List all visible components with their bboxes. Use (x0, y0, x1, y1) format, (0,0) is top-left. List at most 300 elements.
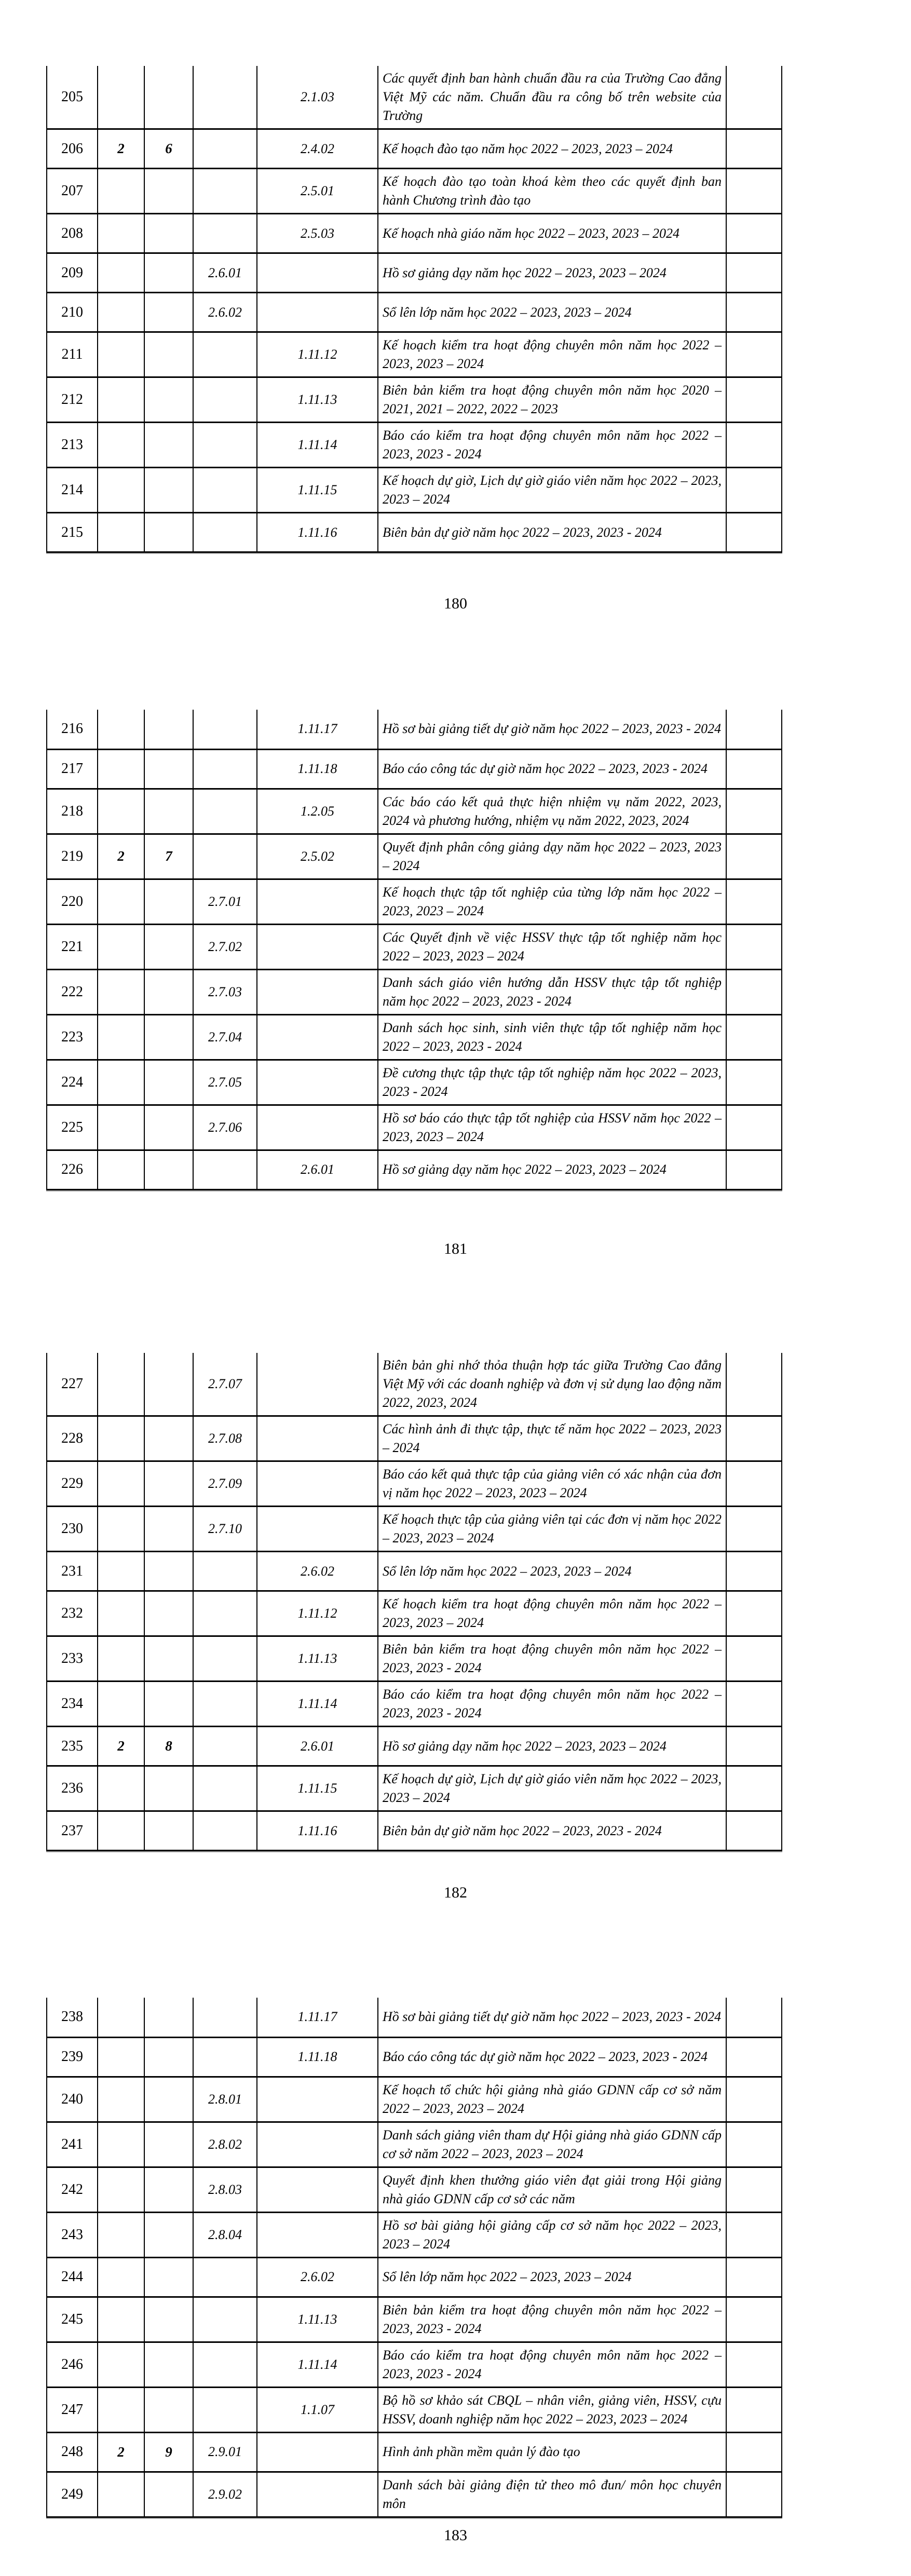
subcategory-number-cell: 6 (144, 129, 193, 169)
notes-cell (726, 879, 782, 924)
reference-code-cell (257, 2167, 378, 2212)
category-number-cell (98, 2297, 144, 2342)
reference-code-cell: 1.11.14 (257, 1682, 378, 1727)
subcategory-number-cell: 9 (144, 2432, 193, 2472)
subcategory-number-cell (144, 749, 193, 789)
record-description-cell: Quyết định khen thưởng giáo viên đạt giải trong Hội giảng nhà giáo GDNN cấp cơ sở các năm (378, 2167, 726, 2212)
reference-code-cell: 1.11.13 (257, 1636, 378, 1682)
record-description-cell: Báo cáo kiểm tra hoạt động chuyên môn năm học 2022 – 2023, 2023 - 2024 (378, 2342, 726, 2387)
notes-cell (726, 513, 782, 552)
record-description-cell: Danh sách giáo viên hướng dẫn HSSV thực tập tốt nghiệp năm học 2022 – 2023, 2023 - 2024 (378, 969, 726, 1014)
record-code-cell (193, 2257, 257, 2297)
subcategory-number-cell (144, 2077, 193, 2122)
table-row (47, 129, 782, 169)
category-number-cell (98, 2212, 144, 2257)
record-code-cell: 2.7.08 (193, 1416, 257, 1461)
row-number-cell: 239 (47, 2037, 98, 2077)
record-code-cell: 2.7.09 (193, 1461, 257, 1507)
category-number-cell (98, 2077, 144, 2122)
subcategory-number-cell (144, 66, 193, 129)
row-number-cell: 223 (47, 1014, 98, 1060)
record-description-cell: Biên bản ghi nhớ thỏa thuận hợp tác giữa Trường Cao đẳng Việt Mỹ với các doanh nghiệp và đơn vị sử dụng lao động năm 2022, 2023, 2024 (378, 1353, 726, 1416)
record-description-cell: Các quyết định ban hành chuẩn đầu ra của Trường Cao đẳng Việt Mỹ các năm. Chuẩn đầu ra công bố trên website của Trường (378, 66, 726, 129)
category-number-cell (98, 1461, 144, 1507)
notes-cell (726, 789, 782, 834)
category-number-cell (98, 1552, 144, 1591)
reference-code-cell: 2.6.01 (257, 1150, 378, 1189)
notes-cell (726, 2257, 782, 2297)
notes-cell (726, 2167, 782, 2212)
table-row (47, 1105, 782, 1150)
reference-code-cell (257, 2122, 378, 2167)
notes-cell (726, 1150, 782, 1189)
reference-code-cell: 1.11.13 (257, 377, 378, 423)
archive-records-table (46, 1353, 782, 1851)
notes-cell (726, 2037, 782, 2077)
notes-cell (726, 1552, 782, 1591)
record-description-cell: Hồ sơ bài giảng hội giảng cấp cơ sở năm học 2022 – 2023, 2023 – 2024 (378, 2212, 726, 2257)
table-row (47, 1766, 782, 1811)
reference-code-cell: 2.6.02 (257, 1552, 378, 1591)
notes-cell (726, 1591, 782, 1636)
reference-code-cell (257, 879, 378, 924)
record-code-cell: 2.6.01 (193, 253, 257, 293)
notes-cell (726, 1416, 782, 1461)
reference-code-cell: 1.11.15 (257, 1766, 378, 1811)
subcategory-number-cell (144, 879, 193, 924)
row-number-cell: 234 (47, 1682, 98, 1727)
record-code-cell (193, 2342, 257, 2387)
category-number-cell (98, 253, 144, 293)
row-number-cell: 240 (47, 2077, 98, 2122)
category-number-cell: 2 (98, 1727, 144, 1766)
table-row (47, 169, 782, 214)
record-code-cell (193, 1766, 257, 1811)
record-description-cell: Danh sách học sinh, sinh viên thực tập tốt nghiệp năm học 2022 – 2023, 2023 - 2024 (378, 1014, 726, 1060)
subcategory-number-cell (144, 2037, 193, 2077)
row-number-cell: 226 (47, 1150, 98, 1189)
subcategory-number-cell (144, 2342, 193, 2387)
category-number-cell (98, 513, 144, 552)
reference-code-cell (257, 1105, 378, 1150)
row-number-cell: 208 (47, 214, 98, 253)
table-row (47, 1552, 782, 1591)
category-number-cell: 2 (98, 834, 144, 879)
row-number-cell: 214 (47, 468, 98, 513)
notes-cell (726, 129, 782, 169)
category-number-cell (98, 293, 144, 332)
row-number-cell: 245 (47, 2297, 98, 2342)
table-row (47, 1416, 782, 1461)
table-row (47, 969, 782, 1014)
archive-records-table (46, 710, 782, 1190)
notes-cell (726, 1682, 782, 1727)
row-number-cell: 213 (47, 423, 98, 468)
reference-code-cell: 1.11.14 (257, 2342, 378, 2387)
subcategory-number-cell (144, 1766, 193, 1811)
record-code-cell (193, 1727, 257, 1766)
category-number-cell (98, 2472, 144, 2517)
reference-code-cell: 1.11.18 (257, 749, 378, 789)
record-description-cell: Các hình ảnh đi thực tập, thực tế năm học 2022 – 2023, 2023 – 2024 (378, 1416, 726, 1461)
row-number-cell: 247 (47, 2387, 98, 2432)
subcategory-number-cell (144, 2257, 193, 2297)
table-row (47, 2037, 782, 2077)
record-code-cell (193, 1682, 257, 1727)
notes-cell (726, 293, 782, 332)
reference-code-cell: 1.11.17 (257, 710, 378, 749)
table-row (47, 924, 782, 969)
table-row (47, 377, 782, 423)
reference-code-cell: 1.11.16 (257, 513, 378, 552)
row-number-cell: 207 (47, 169, 98, 214)
reference-code-cell: 2.5.01 (257, 169, 378, 214)
row-number-cell: 241 (47, 2122, 98, 2167)
record-code-cell: 2.8.01 (193, 2077, 257, 2122)
reference-code-cell (257, 969, 378, 1014)
notes-cell (726, 169, 782, 214)
subcategory-number-cell: 7 (144, 834, 193, 879)
category-number-cell (98, 1105, 144, 1150)
table-row (47, 2122, 782, 2167)
table-row (47, 293, 782, 332)
record-description-cell: Kế hoạch kiểm tra hoạt động chuyên môn năm học 2022 – 2023, 2023 – 2024 (378, 1591, 726, 1636)
table-row (47, 1636, 782, 1682)
subcategory-number-cell (144, 2212, 193, 2257)
record-description-cell: Sổ lên lớp năm học 2022 – 2023, 2023 – 2024 (378, 293, 726, 332)
reference-code-cell (257, 2077, 378, 2122)
subcategory-number-cell (144, 1416, 193, 1461)
reference-code-cell (257, 1353, 378, 1416)
row-number-cell: 224 (47, 1060, 98, 1105)
reference-code-cell (257, 293, 378, 332)
notes-cell (726, 1060, 782, 1105)
category-number-cell (98, 66, 144, 129)
category-number-cell (98, 749, 144, 789)
record-description-cell: Danh sách giảng viên tham dự Hội giảng nhà giáo GDNN cấp cơ sở năm 2022 – 2023, 2023 – 2024 (378, 2122, 726, 2167)
table-row (47, 2077, 782, 2122)
record-description-cell: Hồ sơ giảng dạy năm học 2022 – 2023, 2023 – 2024 (378, 253, 726, 293)
record-code-cell (193, 1811, 257, 1851)
record-code-cell (193, 2297, 257, 2342)
record-description-cell: Kế hoạch đào tạo toàn khoá kèm theo các quyết định ban hành Chương trình đào tạo (378, 169, 726, 214)
row-number-cell: 230 (47, 1507, 98, 1552)
reference-code-cell: 1.11.12 (257, 332, 378, 377)
table-row (47, 332, 782, 377)
row-number-cell: 215 (47, 513, 98, 552)
category-number-cell (98, 2037, 144, 2077)
subcategory-number-cell (144, 1461, 193, 1507)
subcategory-number-cell (144, 253, 193, 293)
records-table-page-180 (46, 66, 781, 553)
record-code-cell: 2.7.06 (193, 1105, 257, 1150)
row-number-cell: 216 (47, 710, 98, 749)
category-number-cell: 2 (98, 2432, 144, 2472)
category-number-cell (98, 332, 144, 377)
subcategory-number-cell (144, 1636, 193, 1682)
reference-code-cell (257, 2432, 378, 2472)
record-code-cell: 2.7.01 (193, 879, 257, 924)
category-number-cell (98, 710, 144, 749)
page-number: 183 (444, 2527, 467, 2544)
record-description-cell: Sổ lên lớp năm học 2022 – 2023, 2023 – 2024 (378, 2257, 726, 2297)
record-code-cell (193, 2037, 257, 2077)
subcategory-number-cell (144, 293, 193, 332)
row-number-cell: 235 (47, 1727, 98, 1766)
row-number-cell: 206 (47, 129, 98, 169)
notes-cell (726, 834, 782, 879)
table-row (47, 468, 782, 513)
records-table-page-182 (46, 1353, 781, 1851)
record-code-cell (193, 423, 257, 468)
category-number-cell (98, 969, 144, 1014)
record-description-cell: Hồ sơ giảng dạy năm học 2022 – 2023, 2023 – 2024 (378, 1727, 726, 1766)
row-number-cell: 225 (47, 1105, 98, 1150)
reference-code-cell: 2.5.03 (257, 214, 378, 253)
subcategory-number-cell (144, 1060, 193, 1105)
category-number-cell (98, 1591, 144, 1636)
subcategory-number-cell (144, 423, 193, 468)
category-number-cell (98, 924, 144, 969)
reference-code-cell (257, 253, 378, 293)
table-row (47, 1150, 782, 1189)
record-description-cell: Báo cáo kiểm tra hoạt động chuyên môn năm học 2022 – 2023, 2023 - 2024 (378, 423, 726, 468)
records-table-page-183 (46, 1998, 781, 2518)
row-number-cell: 232 (47, 1591, 98, 1636)
reference-code-cell: 1.11.17 (257, 1998, 378, 2037)
row-number-cell: 249 (47, 2472, 98, 2517)
reference-code-cell: 1.1.07 (257, 2387, 378, 2432)
notes-cell (726, 214, 782, 253)
notes-cell (726, 2122, 782, 2167)
subcategory-number-cell (144, 924, 193, 969)
row-number-cell: 237 (47, 1811, 98, 1851)
notes-cell (726, 2212, 782, 2257)
reference-code-cell: 2.4.02 (257, 129, 378, 169)
row-number-cell: 242 (47, 2167, 98, 2212)
subcategory-number-cell (144, 1811, 193, 1851)
subcategory-number-cell (144, 1014, 193, 1060)
category-number-cell (98, 1636, 144, 1682)
category-number-cell (98, 214, 144, 253)
notes-cell (726, 1353, 782, 1416)
category-number-cell (98, 1014, 144, 1060)
notes-cell (726, 969, 782, 1014)
category-number-cell (98, 1682, 144, 1727)
notes-cell (726, 1998, 782, 2037)
subcategory-number-cell (144, 1591, 193, 1636)
category-number-cell (98, 2122, 144, 2167)
reference-code-cell: 1.11.12 (257, 1591, 378, 1636)
page-number: 181 (444, 1240, 467, 1257)
subcategory-number-cell (144, 789, 193, 834)
page-number: 180 (444, 595, 467, 612)
table-row (47, 513, 782, 552)
record-description-cell: Các Quyết định về việc HSSV thực tập tốt nghiệp năm học 2022 – 2023, 2023 – 2024 (378, 924, 726, 969)
record-code-cell (193, 789, 257, 834)
record-description-cell: Kế hoạch tổ chức hội giảng nhà giáo GDNN cấp cơ sở năm 2022 – 2023, 2023 – 2024 (378, 2077, 726, 2122)
subcategory-number-cell (144, 332, 193, 377)
table-row (47, 1591, 782, 1636)
row-number-cell: 220 (47, 879, 98, 924)
category-number-cell (98, 377, 144, 423)
reference-code-cell: 1.11.18 (257, 2037, 378, 2077)
subcategory-number-cell (144, 513, 193, 552)
row-number-cell: 244 (47, 2257, 98, 2297)
record-description-cell: Các báo cáo kết quả thực hiện nhiệm vụ năm 2022, 2023, 2024 và phương hướng, nhiệm vụ năm 2022, 2023, 2024 (378, 789, 726, 834)
notes-cell (726, 2432, 782, 2472)
notes-cell (726, 377, 782, 423)
notes-cell (726, 66, 782, 129)
record-code-cell: 2.7.05 (193, 1060, 257, 1105)
record-description-cell: Báo cáo kết quả thực tập của giảng viên có xác nhận của đơn vị năm học 2022 – 2023, 2023 – 2024 (378, 1461, 726, 1507)
subcategory-number-cell (144, 1998, 193, 2037)
record-code-cell: 2.9.02 (193, 2472, 257, 2517)
record-code-cell (193, 377, 257, 423)
reference-code-cell (257, 1060, 378, 1105)
table-row (47, 749, 782, 789)
table-row (47, 1811, 782, 1851)
records-table-page-181 (46, 710, 781, 1190)
row-number-cell: 227 (47, 1353, 98, 1416)
category-number-cell (98, 1353, 144, 1416)
record-description-cell: Kế hoạch dự giờ, Lịch dự giờ giáo viên năm học 2022 – 2023, 2023 – 2024 (378, 1766, 726, 1811)
reference-code-cell: 2.6.01 (257, 1727, 378, 1766)
subcategory-number-cell: 8 (144, 1727, 193, 1766)
record-description-cell: Biên bản kiểm tra hoạt động chuyên môn năm học 2022 – 2023, 2023 - 2024 (378, 2297, 726, 2342)
row-number-cell: 212 (47, 377, 98, 423)
record-description-cell: Danh sách bài giảng điện tử theo mô đun/ môn học chuyên môn (378, 2472, 726, 2517)
table-row (47, 2297, 782, 2342)
record-description-cell: Báo cáo công tác dự giờ năm học 2022 – 2023, 2023 - 2024 (378, 749, 726, 789)
record-description-cell: Biên bản kiểm tra hoạt động chuyên môn năm học 2022 – 2023, 2023 - 2024 (378, 1636, 726, 1682)
record-code-cell (193, 332, 257, 377)
row-number-cell: 205 (47, 66, 98, 129)
record-description-cell: Biên bản dự giờ năm học 2022 – 2023, 2023 - 2024 (378, 1811, 726, 1851)
subcategory-number-cell (144, 2297, 193, 2342)
record-code-cell: 2.7.10 (193, 1507, 257, 1552)
record-code-cell: 2.7.03 (193, 969, 257, 1014)
category-number-cell (98, 1998, 144, 2037)
row-number-cell: 218 (47, 789, 98, 834)
category-number-cell (98, 1811, 144, 1851)
table-row (47, 789, 782, 834)
archive-records-table (46, 1998, 782, 2518)
table-row (47, 1998, 782, 2037)
reference-code-cell: 1.11.14 (257, 423, 378, 468)
subcategory-number-cell (144, 1552, 193, 1591)
record-description-cell: Bộ hồ sơ khảo sát CBQL – nhân viên, giảng viên, HSSV, cựu HSSV, doanh nghiệp năm học 2022 – 2023, 2023 – 2024 (378, 2387, 726, 2432)
record-code-cell (193, 513, 257, 552)
category-number-cell (98, 2387, 144, 2432)
record-code-cell (193, 834, 257, 879)
record-code-cell: 2.7.04 (193, 1014, 257, 1060)
reference-code-cell (257, 924, 378, 969)
row-number-cell: 231 (47, 1552, 98, 1591)
record-code-cell: 2.8.04 (193, 2212, 257, 2257)
record-description-cell: Đề cương thực tập thực tập tốt nghiệp năm học 2022 – 2023, 2023 - 2024 (378, 1060, 726, 1105)
table-row (47, 1014, 782, 1060)
table-row (47, 2387, 782, 2432)
row-number-cell: 217 (47, 749, 98, 789)
reference-code-cell: 1.2.05 (257, 789, 378, 834)
record-description-cell: Báo cáo công tác dự giờ năm học 2022 – 2023, 2023 - 2024 (378, 2037, 726, 2077)
notes-cell (726, 2387, 782, 2432)
row-number-cell: 219 (47, 834, 98, 879)
record-code-cell: 2.7.02 (193, 924, 257, 969)
archive-records-table (46, 66, 782, 553)
row-number-cell: 209 (47, 253, 98, 293)
subcategory-number-cell (144, 2167, 193, 2212)
table-row (47, 1060, 782, 1105)
reference-code-cell: 2.5.02 (257, 834, 378, 879)
row-number-cell: 236 (47, 1766, 98, 1811)
table-row (47, 2167, 782, 2212)
subcategory-number-cell (144, 377, 193, 423)
reference-code-cell: 1.11.15 (257, 468, 378, 513)
category-number-cell (98, 1507, 144, 1552)
reference-code-cell: 1.11.13 (257, 2297, 378, 2342)
record-code-cell (193, 1150, 257, 1189)
subcategory-number-cell (144, 969, 193, 1014)
reference-code-cell (257, 2212, 378, 2257)
record-code-cell (193, 169, 257, 214)
record-description-cell: Hình ảnh phần mềm quản lý đào tạo (378, 2432, 726, 2472)
category-number-cell (98, 2167, 144, 2212)
notes-cell (726, 1105, 782, 1150)
notes-cell (726, 749, 782, 789)
category-number-cell (98, 1416, 144, 1461)
category-number-cell (98, 879, 144, 924)
notes-cell (726, 1014, 782, 1060)
record-description-cell: Kế hoạch đào tạo năm học 2022 – 2023, 2023 – 2024 (378, 129, 726, 169)
record-description-cell: Báo cáo kiểm tra hoạt động chuyên môn năm học 2022 – 2023, 2023 - 2024 (378, 1682, 726, 1727)
row-number-cell: 233 (47, 1636, 98, 1682)
notes-cell (726, 423, 782, 468)
subcategory-number-cell (144, 1682, 193, 1727)
notes-cell (726, 1461, 782, 1507)
row-number-cell: 246 (47, 2342, 98, 2387)
table-row (47, 66, 782, 129)
subcategory-number-cell (144, 214, 193, 253)
record-description-cell: Quyết định phân công giảng dạy năm học 2022 – 2023, 2023 – 2024 (378, 834, 726, 879)
table-row (47, 253, 782, 293)
record-code-cell (193, 749, 257, 789)
notes-cell (726, 1811, 782, 1851)
category-number-cell: 2 (98, 129, 144, 169)
record-description-cell: Kế hoạch kiểm tra hoạt động chuyên môn năm học 2022 – 2023, 2023 – 2024 (378, 332, 726, 377)
category-number-cell (98, 2257, 144, 2297)
reference-code-cell: 2.6.02 (257, 2257, 378, 2297)
reference-code-cell (257, 1507, 378, 1552)
subcategory-number-cell (144, 1150, 193, 1189)
notes-cell (726, 924, 782, 969)
table-row (47, 879, 782, 924)
notes-cell (726, 253, 782, 293)
row-number-cell: 229 (47, 1461, 98, 1507)
category-number-cell (98, 468, 144, 513)
category-number-cell (98, 789, 144, 834)
table-row (47, 2212, 782, 2257)
table-row (47, 1353, 782, 1416)
row-number-cell: 243 (47, 2212, 98, 2257)
notes-cell (726, 1727, 782, 1766)
subcategory-number-cell (144, 169, 193, 214)
reference-code-cell (257, 1014, 378, 1060)
record-description-cell: Kế hoạch nhà giáo năm học 2022 – 2023, 2023 – 2024 (378, 214, 726, 253)
table-row (47, 710, 782, 749)
record-description-cell: Kế hoạch thực tập của giảng viên tại các đơn vị năm học 2022 – 2023, 2023 – 2024 (378, 1507, 726, 1552)
